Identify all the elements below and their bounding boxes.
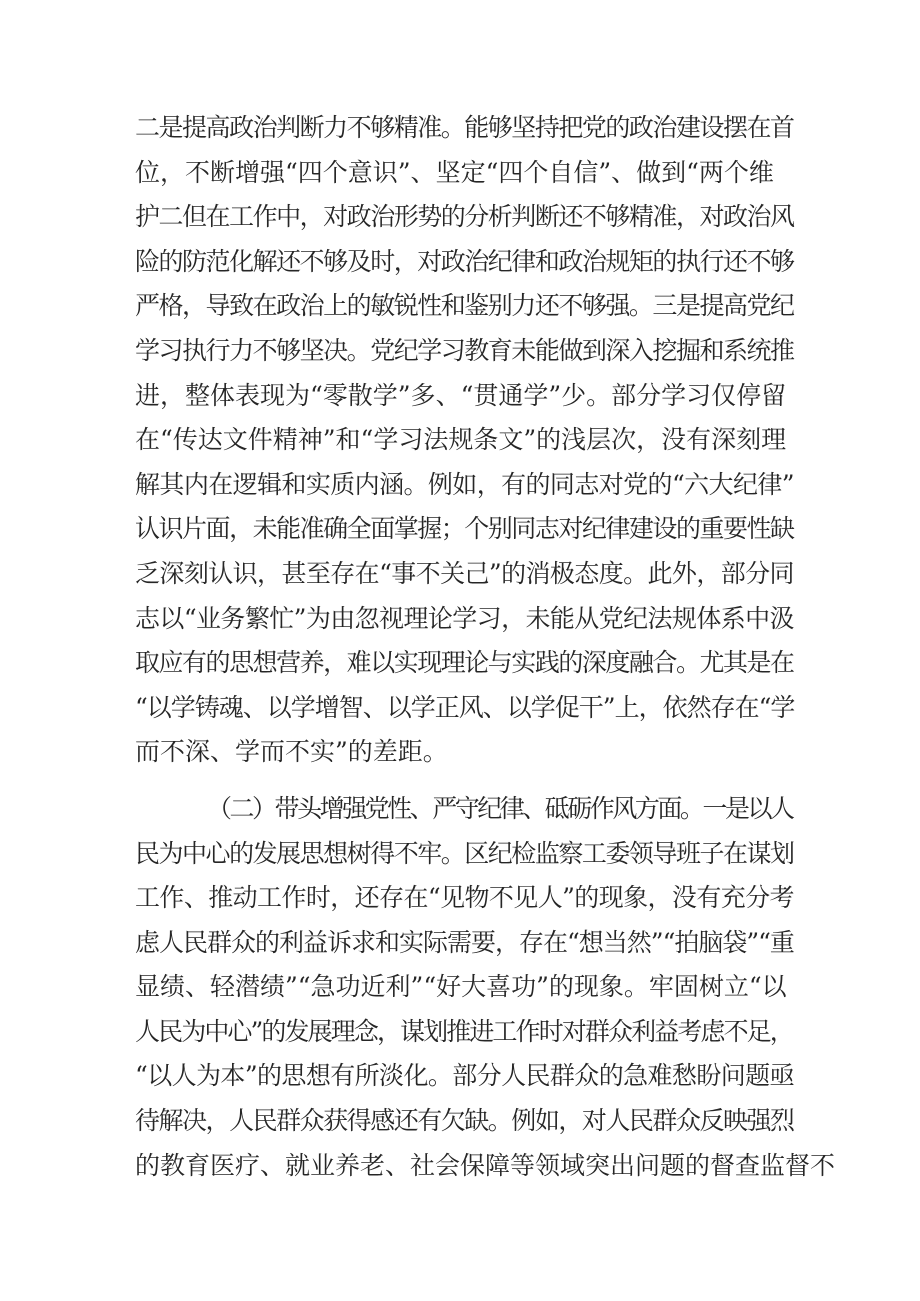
text-line: 二是提高政治判断力不够精准。能够坚持把党的政治建设摆在首 xyxy=(135,113,794,142)
text-line: “以人为本”的思想有所淡化。部分人民群众的急难愁盼问题亟 xyxy=(135,1061,794,1091)
text-line: 进，整体表现为“零散学”多、“贯通学”少。部分学习仅停留 xyxy=(135,380,787,410)
text-line: 乏深刻认识，甚至存在“事不关己”的消极态度。此外，部分同 xyxy=(135,558,794,588)
text-line: 的教育医疗、就业养老、社会保障等领域突出问题的督查监督不 xyxy=(135,1150,836,1180)
text-line: 护二但在工作中，对政治形势的分析判断还不够精准，对政治风 xyxy=(135,202,794,232)
text-line: 而不深、学而不实”的差距。 xyxy=(135,737,448,767)
text-line: 严格，导致在政治上的敏锐性和鉴别力还不够强。三是提高党纪 xyxy=(135,291,794,321)
text-line: 虑人民群众的利益诉求和实际需要，存在“想当然”“拍脑袋”“重 xyxy=(135,927,794,957)
text-line: 取应有的思想营养，难以实现理论与实践的深度融合。尤其是在 xyxy=(135,648,794,678)
text-line: 显绩、轻潜绩”“急功近利”“好大喜功”的现象。牢固树立“以 xyxy=(135,972,787,1002)
text-line: 认识片面，未能准确全面掌握；个别同志对纪律建设的重要性缺 xyxy=(135,514,794,544)
text-line: 位，不断增强“四个意识”、坚定“四个自信”、做到“两个维 xyxy=(135,157,774,187)
text-line: 在“传达文件精神”和“学习法规条文”的浅层次，没有深刻理 xyxy=(135,425,787,455)
document-body xyxy=(135,106,836,1188)
text-line: “以学铸魂、以学增智、以学正风、以学促干”上，依然存在“学 xyxy=(135,692,795,722)
text-line: 学习执行力不够坚决。党纪学习教育未能做到深入挖掘和系统推 xyxy=(135,335,794,365)
text-line: 人民为中心”的发展理念，谋划推进工作时对群众利益考虑不足， xyxy=(135,1016,793,1046)
text-line: 民为中心的发展思想树得不牢。区纪检监察工委领导班子在谋划 xyxy=(135,838,794,868)
text-line: 待解决，人民群众获得感还有欠缺。例如，对人民群众反映强烈 xyxy=(135,1106,794,1136)
text-line: 险的防范化解还不够及时，对政治纪律和政治规矩的执行还不够 xyxy=(135,246,794,276)
text-line: 解其内在逻辑和实质内涵。例如，有的同志对党的“六大纪律” xyxy=(135,469,794,499)
text-line: 志以“业务繁忙”为由忽视理论学习，未能从党纪法规体系中汲 xyxy=(135,603,794,633)
text-line: 工作、推动工作时，还存在“见物不见人”的现象，没有充分考 xyxy=(135,883,794,913)
section-heading-line: （二）带头增强党性、严守纪律、砥砺作风方面。一是以人 xyxy=(207,793,793,823)
